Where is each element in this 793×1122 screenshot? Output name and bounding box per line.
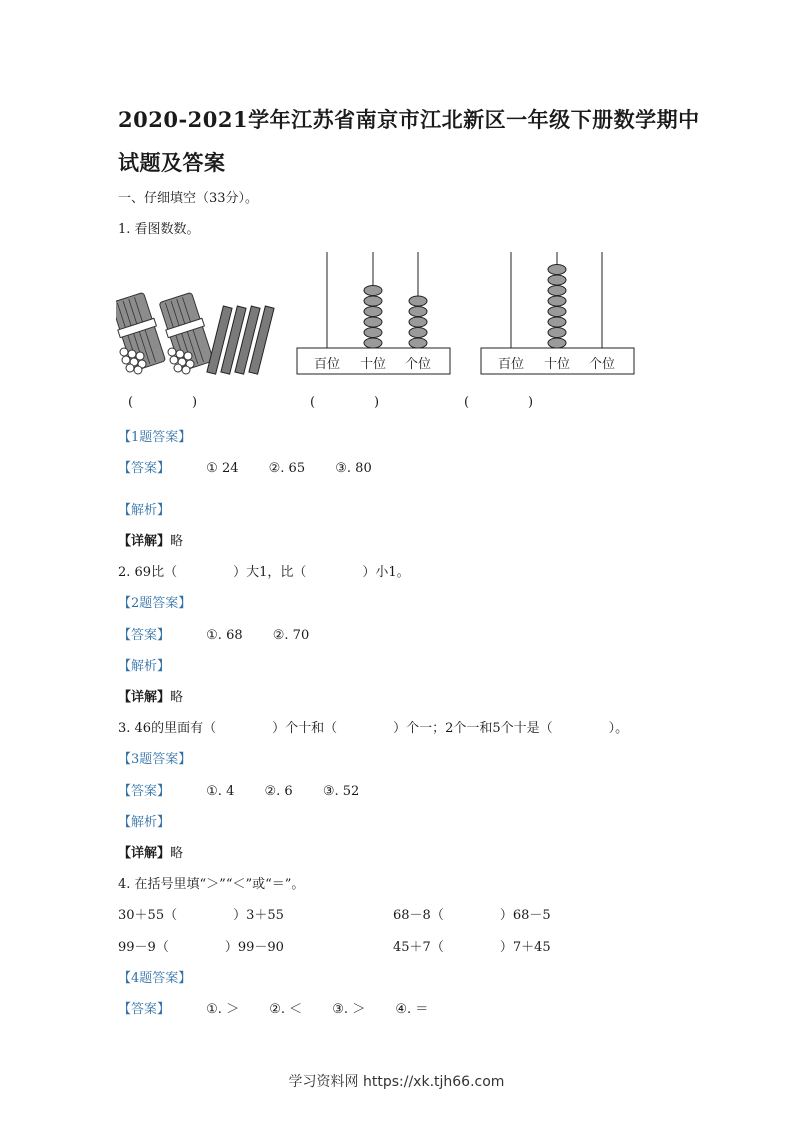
analysis-label-1: 【解析】 — [118, 503, 171, 518]
answer-row-3 — [118, 780, 359, 799]
question-4-stem: 4. 在括号里填“＞”“＜”或“＝”。 — [118, 877, 305, 892]
abacus-1-label-tens: 十位 — [360, 357, 387, 372]
abacus-bead — [548, 328, 566, 338]
question-3 — [118, 717, 628, 736]
comparison-row — [118, 904, 284, 923]
page-title-line2: 试题及答案 — [118, 150, 226, 175]
abacus-bead — [409, 328, 427, 338]
abacus-1-label-hundreds: 百位 — [314, 357, 341, 372]
answer-row-4 — [118, 998, 428, 1017]
comparison-right: 45＋7（ — [393, 940, 444, 955]
answer-blank-3-close: ) — [528, 395, 534, 410]
detail-text: 略 — [170, 690, 184, 705]
abacus-bead — [548, 275, 566, 285]
answer-item: ① 24 — [206, 461, 239, 476]
answer-item: ③. ＞ — [332, 1002, 366, 1017]
bundle-of-ten-icon — [157, 292, 215, 374]
comparison-left: 99－9（ — [118, 940, 169, 955]
comparison-right: ）68－5 — [499, 908, 551, 923]
answer-item: ②. ＜ — [269, 1002, 303, 1017]
comparison-left: ）3＋55 — [233, 908, 284, 923]
question-3-text: ）个十和（ — [272, 721, 338, 736]
detail-row-2 — [118, 686, 183, 705]
detail-row-1 — [118, 530, 183, 549]
answer-row-1 — [118, 457, 372, 476]
answer-label: 【答案】 — [118, 461, 171, 476]
answer-blank-1-open: ( — [128, 395, 134, 410]
analysis-label-3: 【解析】 — [118, 815, 171, 830]
abacus-bead — [364, 317, 382, 327]
comparison-left: 30＋55（ — [118, 908, 178, 923]
answer-blank-3-open: ( — [464, 395, 470, 410]
abacus-bead — [409, 296, 427, 306]
abacus-bead — [364, 307, 382, 317]
comparison-right: 68－8（ — [393, 908, 444, 923]
section-heading: 一、仔细填空（33分）。 — [118, 191, 259, 206]
answer-item: ④. ＝ — [395, 1002, 429, 1017]
abacus-bead — [409, 317, 427, 327]
answer-item: ②. 6 — [264, 784, 293, 799]
abacus-2-label-ones: 个位 — [589, 357, 616, 372]
analysis-label-2: 【解析】 — [118, 659, 171, 674]
abacus-bead — [548, 296, 566, 306]
answer-item: ②. 65 — [268, 461, 306, 476]
answer-blank-2-close: ) — [374, 395, 380, 410]
abacus-2-label-tens: 十位 — [544, 357, 571, 372]
question-3-text: ）。 — [608, 721, 629, 736]
question-2-text: ）小1。 — [362, 565, 410, 580]
detail-row-3 — [118, 842, 183, 861]
abacus-bead — [364, 296, 382, 306]
question-3-text: ）个一；2个一和5个十是（ — [393, 721, 553, 736]
answer-item: ③. 52 — [322, 784, 360, 799]
answer-header-4: 【4题答案】 — [118, 971, 192, 986]
abacus-bead — [364, 338, 382, 348]
answer-item: ②. 70 — [272, 628, 310, 643]
abacus-bead — [364, 328, 382, 338]
answer-blank-2-open: ( — [310, 395, 316, 410]
abacus-bead — [409, 338, 427, 348]
detail-text: 略 — [170, 534, 184, 549]
question-2-text: ）大1，比（ — [233, 565, 307, 580]
comparison-row — [393, 904, 551, 923]
answer-header-1: 【1题答案】 — [118, 430, 192, 445]
answer-header-3: 【3题答案】 — [118, 752, 192, 767]
abacus-bead — [548, 307, 566, 317]
comparison-row — [393, 936, 551, 955]
detail-label: 【详解】 — [118, 846, 171, 861]
abacus-2-label-hundreds: 百位 — [498, 357, 525, 372]
comparison-left: ）99－90 — [224, 940, 284, 955]
answer-header-2: 【2题答案】 — [118, 596, 192, 611]
answer-label: 【答案】 — [118, 784, 171, 799]
answer-blank-1-close: ) — [192, 395, 198, 410]
abacus-1-label-ones: 个位 — [405, 357, 432, 372]
abacus-bead — [548, 317, 566, 327]
abacus-bead — [548, 265, 566, 275]
abacus-bead — [409, 307, 427, 317]
abacus-bead — [548, 338, 566, 348]
answer-row-2 — [118, 624, 309, 643]
page-title: 2020-2021学年江苏省南京市江北新区一年级下册数学期中 — [118, 107, 700, 132]
single-sticks-icon — [207, 306, 274, 374]
abacus-bead — [364, 286, 382, 296]
question-2 — [118, 561, 410, 580]
answer-label: 【答案】 — [118, 628, 171, 643]
answer-label: 【答案】 — [118, 1002, 171, 1017]
stick-bundles-illustration — [116, 292, 281, 376]
answer-item: ①. 4 — [206, 784, 235, 799]
detail-text: 略 — [170, 846, 184, 861]
abacus-bead — [548, 286, 566, 296]
detail-label: 【详解】 — [118, 534, 171, 549]
question-2-text: 2. 69比（ — [118, 565, 178, 580]
answer-item: ①. ＞ — [206, 1002, 240, 1017]
footer-watermark: 学习资料网 https://xk.tjh66.com — [288, 1074, 505, 1090]
detail-label: 【详解】 — [118, 690, 171, 705]
comparison-right: ）7＋45 — [499, 940, 551, 955]
question-1-stem: 1. 看图数数。 — [118, 222, 200, 237]
comparison-row — [118, 936, 284, 955]
answer-item: ③. 80 — [335, 461, 372, 476]
question-3-text: 3. 46的里面有（ — [118, 721, 217, 736]
answer-item: ①. 68 — [206, 628, 243, 643]
